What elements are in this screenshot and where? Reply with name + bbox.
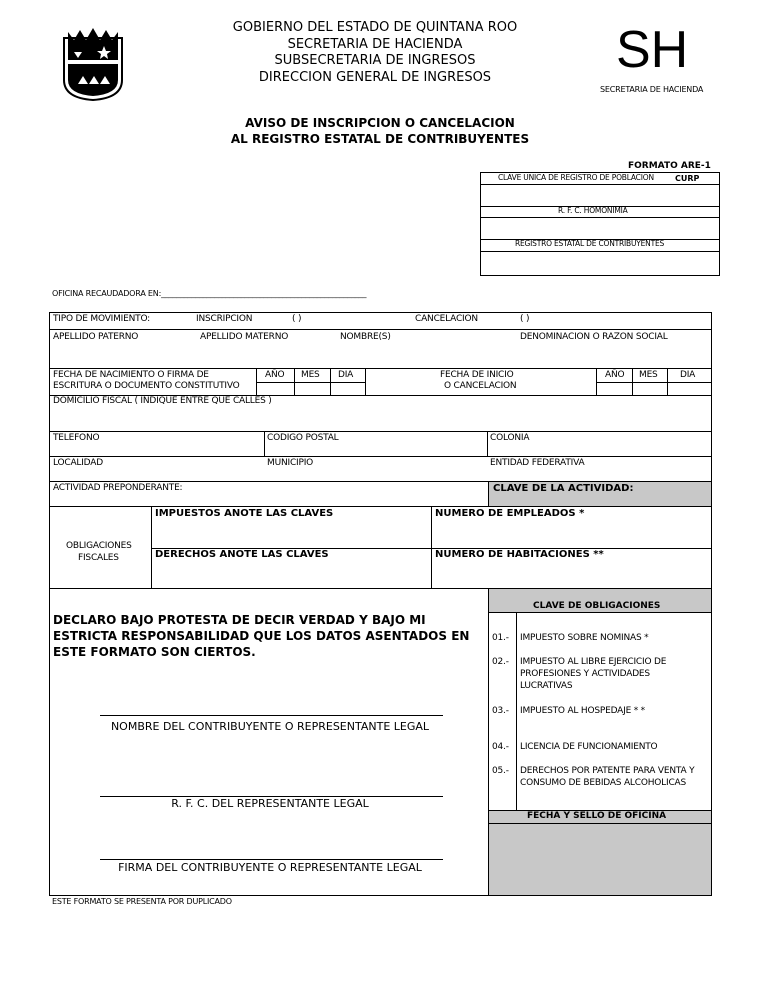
anio-label-1: AÑO — [265, 370, 285, 380]
inscripcion-label: INSCRIPCION — [196, 314, 253, 324]
fecha-sello-label: FECHA Y SELLO DE OFICINA — [527, 811, 667, 821]
signature-line-1[interactable] — [100, 715, 443, 716]
curp-label: CLAVE UNICA DE REGISTRO DE POBLACION — [498, 173, 654, 182]
declaration-line-3: ESTE FORMATO SON CIERTOS. — [53, 645, 256, 659]
oficina-recaudadora[interactable]: OFICINA RECAUDADORA EN:______________________________________________________ — [52, 289, 367, 298]
nombre-input[interactable] — [50, 344, 711, 368]
obligacion-code-04: 04.- — [492, 742, 509, 752]
localidad-label: LOCALIDAD — [53, 458, 103, 468]
domicilio-input[interactable] — [50, 408, 711, 431]
curp-abbr: CURP — [675, 174, 700, 183]
colonia-label: COLONIA — [490, 433, 530, 443]
header-line-3: SUBSECRETARIA DE INGRESOS — [274, 53, 476, 68]
num-habitaciones-label: NUMERO DE HABITACIONES ** — [435, 549, 604, 560]
obligacion-code-02: 02.- — [492, 657, 509, 667]
state-seal — [60, 28, 126, 102]
denominacion-label: DENOMINACION O RAZON SOCIAL — [520, 332, 668, 342]
form-title-2: AL REGISTRO ESTATAL DE CONTRIBUYENTES — [230, 132, 530, 146]
fecha-nacimiento-label-1: FECHA DE NACIMIENTO O FIRMA DE — [53, 370, 209, 380]
obligacion-text-04: LICENCIA DE FUNCIONAMIENTO — [520, 742, 658, 752]
signature-line-3[interactable] — [100, 859, 443, 860]
obligacion-text-02-l2: PROFESIONES Y ACTIVIDADES — [520, 669, 650, 679]
fecha-inicio-label-2: O CANCELACION — [444, 381, 517, 391]
entidad-federativa-label: ENTIDAD FEDERATIVA — [490, 458, 585, 468]
clave-actividad-label: CLAVE DE LA ACTIVIDAD: — [493, 483, 634, 494]
dia-label-2: DIA — [680, 370, 696, 380]
header-line-4: DIRECCION GENERAL DE INGRESOS — [258, 70, 492, 85]
rec-label: REGISTRO ESTATAL DE CONTRIBUYENTES — [515, 239, 665, 248]
obligacion-code-03: 03.- — [492, 706, 509, 716]
footer-note: ESTE FORMATO SE PRESENTA POR DUPLICADO — [52, 897, 232, 906]
actividad-label: ACTIVIDAD PREPONDERANTE: — [53, 483, 183, 493]
declaration-line-2: ESTRICTA RESPONSABILIDAD QUE LOS DATOS ASENTADOS EN — [53, 629, 470, 643]
domicilio-label: DOMICILIO FISCAL ( INDIQUE ENTRE QUE CALLES ) — [53, 396, 272, 406]
obligaciones-label-2: FISCALES — [78, 553, 119, 563]
anio-label-2: AÑO — [605, 370, 625, 380]
clave-obligaciones-title: CLAVE DE OBLIGACIONES — [533, 601, 661, 611]
obligacion-text-02-l3: LUCRATIVAS — [520, 681, 573, 691]
telefono-label: TELEFONO — [53, 433, 100, 443]
obligacion-code-01: 01.- — [492, 633, 509, 643]
form-title-1: AVISO DE INSCRIPCION O CANCELACION — [245, 116, 515, 130]
mes-label-2: MES — [639, 370, 658, 380]
rfc-homonimia-input[interactable] — [480, 217, 720, 239]
cancelacion-checkbox[interactable]: ( ) — [520, 314, 530, 324]
num-empleados-label: NUMERO DE EMPLEADOS * — [435, 508, 585, 519]
cancelacion-label: CANCELACION — [415, 314, 478, 324]
obligacion-text-05-l2: CONSUMO DE BEBIDAS ALCOHOLICAS — [520, 778, 686, 788]
inscripcion-checkbox[interactable]: ( ) — [292, 314, 302, 324]
signature-label-3: FIRMA DEL CONTRIBUYENTE O REPRESENTANTE LEGAL — [118, 861, 422, 874]
fecha-nacimiento-label-2: ESCRITURA O DOCUMENTO CONSTITUTIVO — [53, 381, 240, 391]
sh-logo-subtitle: SECRETARIA DE HACIENDA — [600, 85, 704, 94]
declaration-line-1: DECLARO BAJO PROTESTA DE DECIR VERDAD Y BAJO MI — [53, 613, 426, 627]
municipio-label: MUNICIPIO — [267, 458, 314, 468]
tipo-movimiento-label: TIPO DE MOVIMIENTO: — [53, 314, 150, 324]
obligaciones-label-1: OBLIGACIONES — [66, 541, 132, 551]
obligacion-text-03: IMPUESTO AL HOSPEDAJE * * — [520, 706, 645, 716]
obligacion-text-05-l1: DERECHOS POR PATENTE PARA VENTA Y — [520, 766, 695, 776]
impuestos-label: IMPUESTOS ANOTE LAS CLAVES — [155, 508, 334, 519]
obligacion-text-01: IMPUESTO SOBRE NOMINAS * — [520, 633, 649, 643]
rfc-homonimia-label: R. F. C. HOMONIMIA — [558, 206, 628, 215]
header-line-1: GOBIERNO DEL ESTADO DE QUINTANA ROO — [232, 20, 518, 35]
signature-label-1: NOMBRE DEL CONTRIBUYENTE O REPRESENTANTE LEGAL — [110, 720, 430, 733]
obligacion-code-05: 05.- — [492, 766, 509, 776]
dia-label-1: DIA — [338, 370, 354, 380]
obligacion-text-02-l1: IMPUESTO AL LIBRE EJERCICIO DE — [520, 657, 667, 667]
curp-input[interactable] — [480, 184, 720, 206]
rec-input[interactable] — [480, 251, 720, 276]
apellido-materno-label: APELLIDO MATERNO — [200, 332, 289, 342]
codigo-postal-label: CODIGO POSTAL — [267, 433, 339, 443]
fecha-inicio-label-1: FECHA DE INICIO — [440, 370, 514, 380]
apellido-paterno-label: APELLIDO PATERNO — [53, 332, 139, 342]
sh-logo: SH — [616, 21, 689, 79]
signature-label-2: R. F. C. DEL REPRESENTANTE LEGAL — [171, 797, 369, 810]
derechos-label: DERECHOS ANOTE LAS CLAVES — [155, 549, 329, 560]
formato-label: FORMATO ARE-1 — [628, 161, 711, 171]
header-line-2: SECRETARIA DE HACIENDA — [287, 37, 463, 52]
nombres-label: NOMBRE(S) — [340, 332, 391, 342]
mes-label-1: MES — [301, 370, 320, 380]
